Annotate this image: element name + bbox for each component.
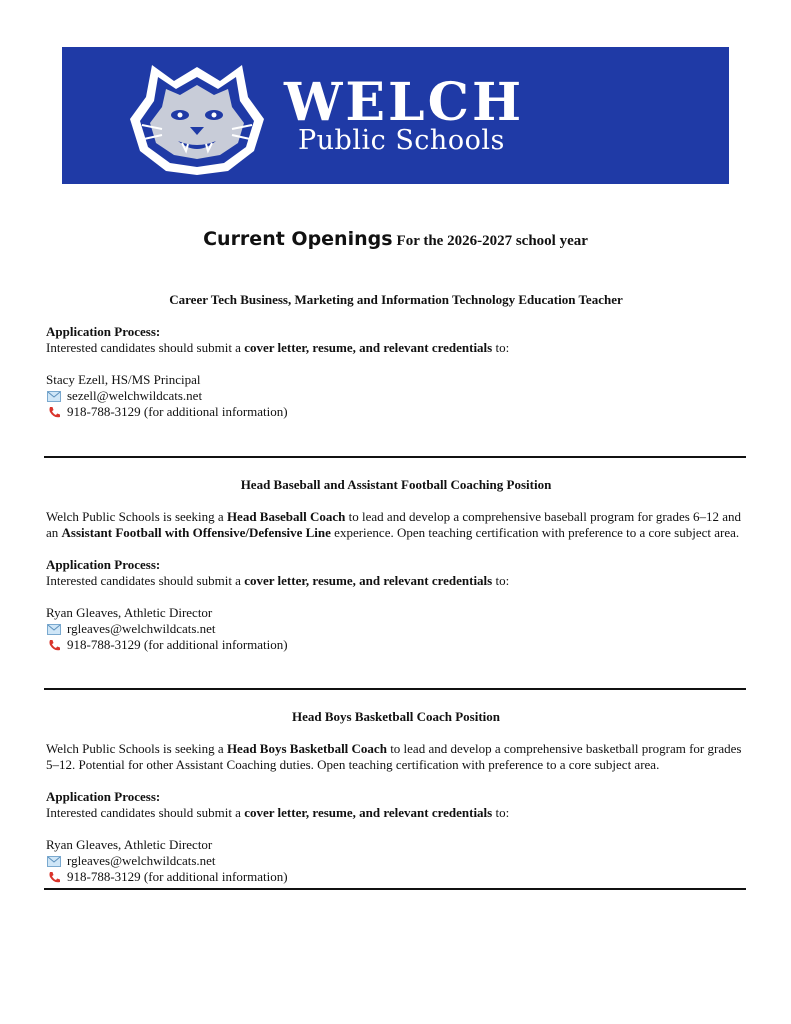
desc-text: Welch Public Schools is seeking a bbox=[46, 509, 227, 524]
email-icon bbox=[46, 855, 62, 868]
contact-email bbox=[46, 621, 746, 637]
section-divider bbox=[44, 888, 746, 890]
desc-bold: Assistant Football with Offensive/Defensive Line bbox=[61, 525, 331, 540]
section-divider bbox=[44, 688, 746, 690]
opening-title: Head Baseball and Assistant Football Coaching Position bbox=[240, 477, 552, 492]
section-divider bbox=[44, 456, 746, 458]
instr-text-end: to: bbox=[492, 340, 510, 355]
wildcat-logo bbox=[122, 59, 272, 177]
email-address[interactable]: rgleaves@welchwildcats.net bbox=[67, 853, 216, 868]
instr-bold: cover letter, resume, and relevant credentials bbox=[244, 340, 493, 355]
desc-bold: Head Baseball Coach bbox=[226, 509, 346, 524]
instr-bold: cover letter, resume, and relevant credentials bbox=[244, 573, 493, 588]
contact-name: Ryan Gleaves, Athletic Director bbox=[46, 605, 213, 620]
brand-name: WELCH bbox=[284, 72, 525, 133]
page-subtitle: For the 2026-2027 school year bbox=[396, 233, 588, 249]
phone-number[interactable]: 918-788-3129 (for additional information) bbox=[67, 404, 288, 419]
application-process-label: Application Process: bbox=[46, 324, 161, 339]
email-address[interactable]: sezell@welchwildcats.net bbox=[67, 388, 203, 403]
brand-subtitle: Public Schools bbox=[298, 125, 505, 156]
contact-phone bbox=[46, 404, 746, 420]
page-heading bbox=[0, 228, 791, 250]
phone-icon bbox=[46, 871, 62, 884]
email-address[interactable]: rgleaves@welchwildcats.net bbox=[67, 621, 216, 636]
phone-icon bbox=[46, 639, 62, 652]
opening-description bbox=[46, 509, 746, 541]
phone-number[interactable]: 918-788-3129 (for additional information) bbox=[67, 869, 288, 884]
contact-phone bbox=[46, 869, 746, 885]
opening-title: Career Tech Business, Marketing and Information Technology Education Teacher bbox=[169, 292, 623, 307]
phone-number[interactable]: 918-788-3129 (for additional information) bbox=[67, 637, 288, 652]
phone-icon bbox=[46, 406, 62, 419]
application-instructions bbox=[46, 340, 746, 356]
application-instructions bbox=[46, 805, 746, 821]
contact-email bbox=[46, 388, 746, 404]
contact-name: Ryan Gleaves, Athletic Director bbox=[46, 837, 213, 852]
opening-title: Head Boys Basketball Coach Position bbox=[291, 709, 501, 724]
instr-text-end: to: bbox=[492, 573, 510, 588]
instr-text: Interested candidates should submit a bbox=[46, 805, 245, 820]
opening-3 bbox=[46, 709, 746, 885]
desc-text: Welch Public Schools is seeking a bbox=[46, 741, 227, 756]
desc-bold: Head Boys Basketball Coach bbox=[226, 741, 387, 756]
opening-2 bbox=[46, 477, 746, 653]
instr-text: Interested candidates should submit a bbox=[46, 573, 245, 588]
desc-text: experience. Open teaching certification with preference to a core subject area. bbox=[330, 525, 740, 540]
email-icon bbox=[46, 623, 62, 636]
instr-text: Interested candidates should submit a bbox=[46, 340, 245, 355]
page-title: Current Openings bbox=[203, 228, 393, 250]
instr-bold: cover letter, resume, and relevant credentials bbox=[244, 805, 493, 820]
desc-text: to lead and develop a comprehensive basketball program for grades 5–12. Potential for other Assistant Coaching duties. Open teaching certification with preference to a core subject area. bbox=[46, 741, 742, 772]
instr-text-end: to: bbox=[492, 805, 510, 820]
header-banner bbox=[62, 47, 729, 184]
contact-email bbox=[46, 853, 746, 869]
application-instructions bbox=[46, 573, 746, 589]
contact-name: Stacy Ezell, HS/MS Principal bbox=[46, 372, 201, 387]
desc-text: to lead and develop a comprehensive baseball program for grades 6–12 and an bbox=[46, 509, 742, 540]
application-process-label: Application Process: bbox=[46, 557, 161, 572]
email-icon bbox=[46, 390, 62, 403]
contact-phone bbox=[46, 637, 746, 653]
application-process-label: Application Process: bbox=[46, 789, 161, 804]
opening-description bbox=[46, 741, 746, 773]
opening-1 bbox=[46, 292, 746, 420]
